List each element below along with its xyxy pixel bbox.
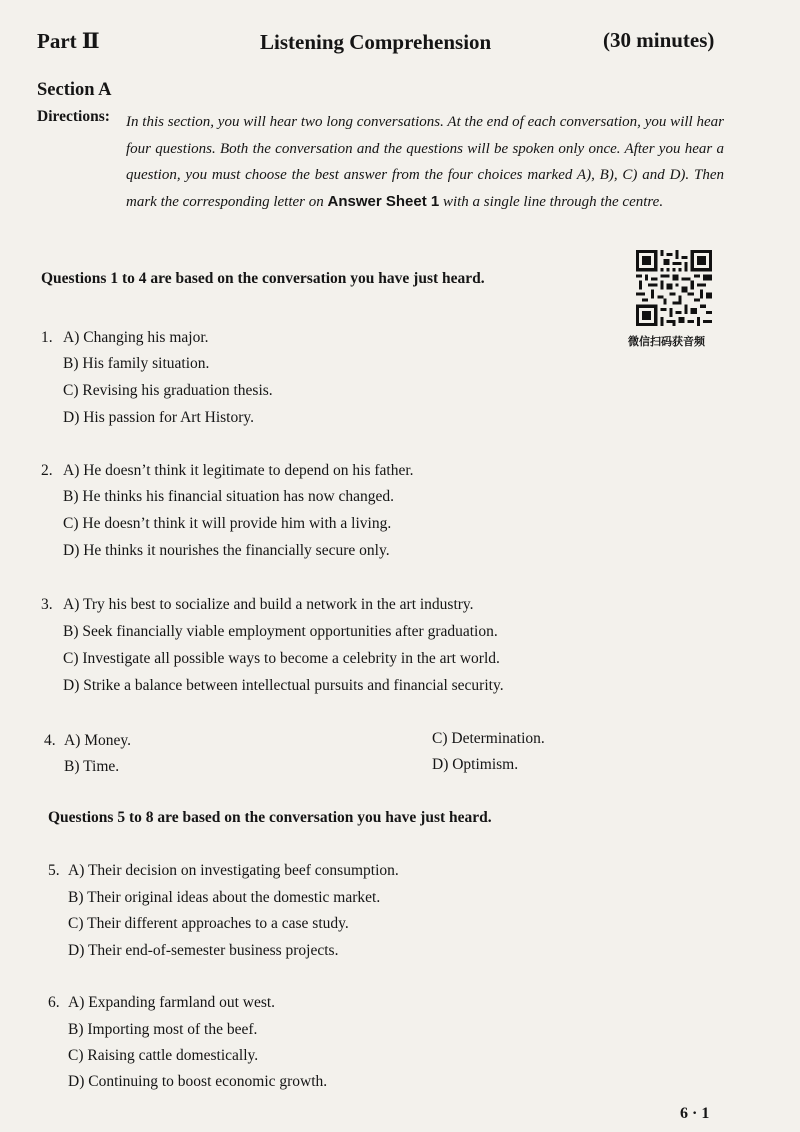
directions-text-a: In this section, you will hear two long conversations. At the end of each conversation, you will hear four questions. Both the conversation and the questions will be spoken only once. After you hear a question, you must choose the best answer from the four choices marked A), B), C) and D). Then mark the corresponding letter on xyxy=(126,114,724,210)
qr-caption: 微信扫码获音频 xyxy=(628,335,705,348)
option-d[interactable]: D) Strike a balance between intellectual pursuits and financial security. xyxy=(63,677,504,694)
option-c[interactable]: C) He doesn’t think it will provide him with a living. xyxy=(63,515,392,532)
qr-code-icon[interactable] xyxy=(636,248,712,328)
option-a[interactable]: A) Their decision on investigating beef consumption. xyxy=(68,862,399,879)
option-b[interactable]: B) He thinks his financial situation has now changed. xyxy=(63,488,395,505)
option-b[interactable]: B) Importing most of the beef. xyxy=(68,1021,258,1038)
option-d[interactable]: D) His passion for Art History. xyxy=(63,409,255,426)
question-number: 6. xyxy=(48,994,60,1011)
option-c[interactable]: C) Raising cattle domestically. xyxy=(68,1047,259,1064)
option-a[interactable]: A) He doesn’t think it legitimate to depend on his father. xyxy=(63,462,414,479)
directions-label: Directions: xyxy=(37,108,110,125)
option-a[interactable]: A) Expanding farmland out west. xyxy=(68,994,276,1011)
option-b[interactable]: B) Seek financially viable employment opportunities after graduation. xyxy=(63,623,498,640)
option-c[interactable]: C) Investigate all possible ways to become a celebrity in the art world. xyxy=(63,650,500,667)
option-b[interactable]: B) Their original ideas about the domestic market. xyxy=(68,889,381,906)
question-number: 3. xyxy=(41,596,53,613)
option-a[interactable]: A) Changing his major. xyxy=(63,329,209,346)
option-d[interactable]: D) Continuing to boost economic growth. xyxy=(68,1073,328,1090)
page-title: Listening Comprehension xyxy=(260,30,492,54)
option-a[interactable]: A) Try his best to socialize and build a network in the art industry. xyxy=(63,596,474,613)
option-c[interactable]: C) Determination. xyxy=(432,730,545,747)
option-c[interactable]: C) Their different approaches to a case study. xyxy=(68,915,349,932)
option-c[interactable]: C) Revising his graduation thesis. xyxy=(63,382,273,399)
directions-text xyxy=(126,109,724,215)
section-label: Section A xyxy=(37,80,112,100)
page-number: 6 · 1 xyxy=(680,1105,710,1122)
option-d[interactable]: D) Optimism. xyxy=(432,756,519,773)
option-d[interactable]: D) Their end-of-semester business projects. xyxy=(68,942,339,959)
part-label: Part Ⅱ xyxy=(37,29,100,53)
option-b[interactable]: B) Time. xyxy=(64,758,120,775)
option-a[interactable]: A) Money. xyxy=(64,732,132,749)
option-d[interactable]: D) He thinks it nourishes the financially secure only. xyxy=(63,542,390,559)
question-number: 4. xyxy=(44,732,56,749)
option-b[interactable]: B) His family situation. xyxy=(63,355,210,372)
question-number: 5. xyxy=(48,862,60,879)
answer-sheet-label: Answer Sheet 1 xyxy=(327,192,440,210)
group-1-heading: Questions 1 to 4 are based on the conversation you have just heard. xyxy=(41,270,485,287)
group-2-heading: Questions 5 to 8 are based on the conversation you have just heard. xyxy=(48,809,492,826)
directions-text-b: with a single line through the centre. xyxy=(442,193,664,210)
question-number: 2. xyxy=(41,462,53,479)
time-allowed: (30 minutes) xyxy=(603,28,715,52)
question-number: 1. xyxy=(41,329,53,346)
